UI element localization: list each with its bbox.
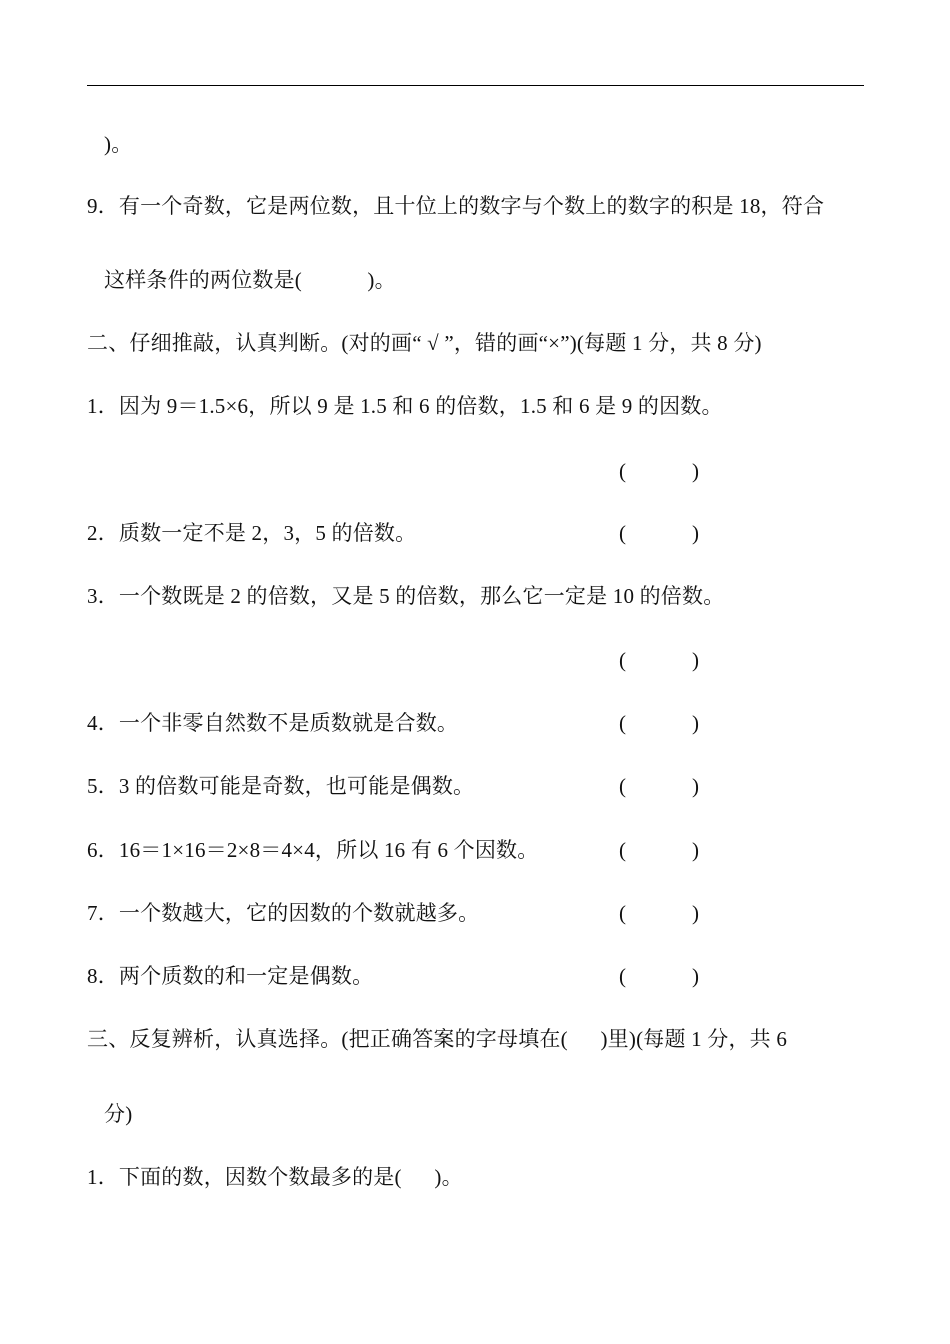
paren-close: ) [692,901,699,925]
paren-open: ( [619,964,626,988]
judge-item-3: 3．一个数既是 2 的倍数，又是 5 的倍数，那么它一定是 10 的倍数。 [87,584,725,608]
header-rule [87,85,864,86]
paren-open: ( [619,648,626,672]
paren-close: ) [692,648,699,672]
judge-item-1: 1．因为 9＝1.5×6，所以 9 是 1.5 和 6 的倍数，1.5 和 6 是 9 的因数。 [87,394,723,418]
judge-item-4: 4．一个非零自然数不是质数就是合数。 [87,711,459,735]
judge-item-7: 7．一个数越大，它的因数的个数就越多。 [87,901,480,925]
question-9-line-1: 9．有一个奇数，它是两位数，且十位上的数字与个数上的数字的积是 18，符合 [87,194,825,218]
paren-close: ) [692,459,699,483]
paren-close: ) [692,521,699,545]
judge-item-6: 6．16＝1×16＝2×8＝4×4，所以 16 有 6 个因数。 [87,838,539,862]
choice-question-1: 1．下面的数，因数个数最多的是( )。 [87,1165,463,1189]
paren-open: ( [619,711,626,735]
judge-item-5: 5．3 的倍数可能是奇数，也可能是偶数。 [87,774,475,798]
section-2-heading: 二、仔细推敲，认真判断。(对的画“ √ ”，错的画“×”)(每题 1 分，共 8 分) [87,331,762,355]
paren-close: ) [692,838,699,862]
section-3-heading-line-1: 三、反复辨析，认真选择。(把正确答案的字母填在( )里)(每题 1 分，共 6 [87,1027,788,1051]
previous-question-fragment: )。 [104,132,133,156]
paren-close: ) [692,774,699,798]
paren-open: ( [619,459,626,483]
paren-open: ( [619,838,626,862]
section-3-heading-line-2: 分) [104,1102,133,1126]
question-9-line-2: 这样条件的两位数是( )。 [104,268,396,292]
paren-close: ) [692,711,699,735]
paren-close: ) [692,964,699,988]
judge-item-8: 8．两个质数的和一定是偶数。 [87,964,374,988]
paren-open: ( [619,521,626,545]
judge-item-2: 2．质数一定不是 2，3，5 的倍数。 [87,521,417,545]
paren-open: ( [619,774,626,798]
paren-open: ( [619,901,626,925]
